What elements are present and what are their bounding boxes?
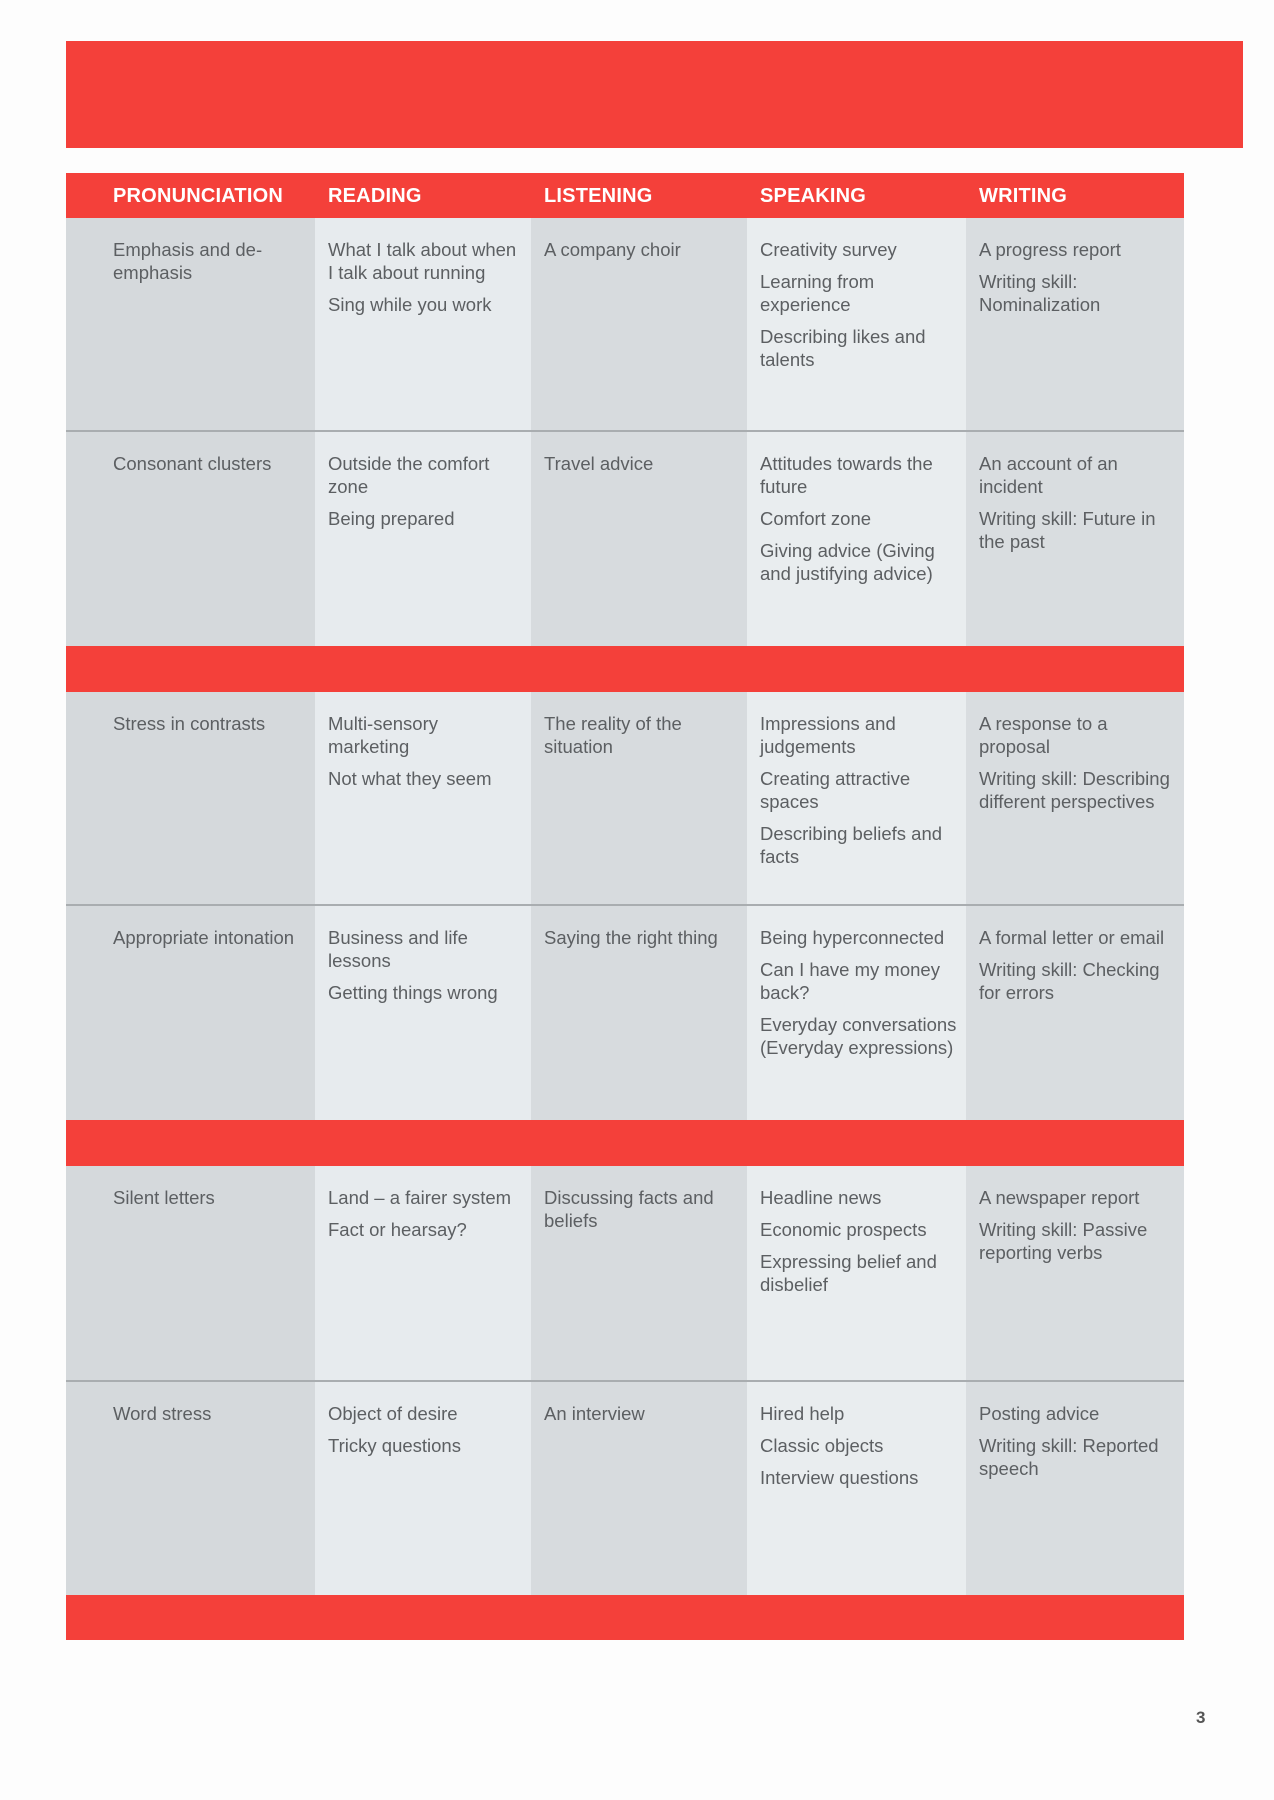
cell-item: Classic objects — [760, 1435, 884, 1456]
cell-reading — [315, 432, 531, 646]
table-row — [66, 906, 1184, 1120]
cell-item: Land – a fairer system — [328, 1187, 512, 1208]
cell-item: A company choir — [544, 239, 681, 260]
cell-speaking — [747, 1382, 966, 1595]
cell-listening — [531, 432, 747, 646]
table-header — [66, 173, 1184, 218]
cell-listening — [531, 906, 747, 1120]
cell-item: Getting things wrong — [328, 982, 498, 1003]
cell-item: Outside the comfort zone — [328, 453, 490, 497]
cell-item: Writing skill: Describing different perspectives — [979, 768, 1170, 812]
header-listening: LISTENING — [544, 185, 653, 207]
cell-item: Giving advice (Giving and justifying advice) — [760, 540, 935, 584]
cell-item: What I talk about when I talk about running — [328, 239, 517, 283]
cell-item: Hired help — [760, 1403, 845, 1424]
cell-reading — [315, 692, 531, 904]
row-divider — [66, 1380, 1184, 1382]
row-divider — [66, 430, 1184, 432]
cell-item: Silent letters — [113, 1187, 215, 1208]
cell-item: Object of desire — [328, 1403, 458, 1424]
section-band — [66, 1595, 1184, 1640]
cell-item: Creating attractive spaces — [760, 768, 911, 812]
cell-item: Economic prospects — [760, 1219, 927, 1240]
cell-item: Tricky questions — [328, 1435, 461, 1456]
cell-speaking — [747, 218, 966, 430]
cell-item: Saying the right thing — [544, 927, 718, 948]
cell-item: Being prepared — [328, 508, 455, 529]
cell-item: Describing beliefs and facts — [760, 823, 943, 867]
header-writing: WRITING — [979, 185, 1068, 207]
cell-item: Travel advice — [544, 453, 654, 474]
cell-writing — [966, 1166, 1184, 1380]
cell-item: Writing skill: Checking for errors — [979, 959, 1160, 1003]
cell-writing — [966, 906, 1184, 1120]
cell-speaking — [747, 1166, 966, 1380]
cell-item: Writing skill: Nominalization — [979, 271, 1101, 315]
cell-item: Attitudes towards the future — [760, 453, 933, 497]
cell-item: Writing skill: Reported speech — [979, 1435, 1159, 1479]
cell-item: Impressions and judgements — [760, 713, 896, 757]
cell-pronunciation — [66, 218, 315, 430]
cell-listening — [531, 692, 747, 904]
cell-item: Multi-sensory marketing — [328, 713, 438, 757]
table-row — [66, 218, 1184, 430]
cell-item: Being hyperconnected — [760, 927, 945, 948]
cell-item: Fact or hearsay? — [328, 1219, 467, 1240]
cell-item: Word stress — [113, 1403, 212, 1424]
cell-pronunciation — [66, 1382, 315, 1595]
cell-item: A formal letter or email — [979, 927, 1165, 948]
section-band — [66, 646, 1184, 692]
cell-item: A newspaper report — [979, 1187, 1140, 1208]
cell-item: Appropriate intonation — [113, 927, 295, 948]
header-pronunciation: PRONUNCIATION — [113, 185, 284, 207]
row-divider — [66, 904, 1184, 906]
cell-item: Posting advice — [979, 1403, 1100, 1424]
header-speaking: SPEAKING — [760, 185, 867, 207]
cell-writing — [966, 432, 1184, 646]
cell-item: An interview — [544, 1403, 645, 1424]
cell-item: Business and life lessons — [328, 927, 468, 971]
cell-item: Creativity survey — [760, 239, 897, 260]
page-number: 3 — [1196, 1708, 1206, 1727]
cell-pronunciation — [66, 906, 315, 1120]
cell-item: Stress in contrasts — [113, 713, 266, 734]
cell-item: Describing likes and talents — [760, 326, 926, 370]
cell-item: Can I have my money back? — [760, 959, 940, 1003]
table-row — [66, 692, 1184, 904]
cell-writing — [966, 692, 1184, 904]
cell-listening — [531, 1382, 747, 1595]
cell-speaking — [747, 906, 966, 1120]
cell-item: Learning from experience — [760, 271, 875, 315]
cell-item: A response to a proposal — [979, 713, 1108, 757]
header-reading: READING — [328, 185, 422, 207]
cell-pronunciation — [66, 432, 315, 646]
table-row — [66, 1166, 1184, 1380]
cell-listening — [531, 1166, 747, 1380]
cell-item: Emphasis and de-emphasis — [113, 239, 263, 283]
cell-listening — [531, 218, 747, 430]
cell-item: Discussing facts and beliefs — [544, 1187, 714, 1231]
cell-item: Consonant clusters — [113, 453, 272, 474]
top-red-band — [66, 41, 1243, 148]
cell-item: Writing skill: Future in the past — [979, 508, 1156, 552]
cell-speaking — [747, 432, 966, 646]
cell-item: Interview questions — [760, 1467, 919, 1488]
cell-item: Comfort zone — [760, 508, 872, 529]
cell-item: Sing while you work — [328, 294, 492, 315]
cell-item: Everyday conversations (Everyday expressions) — [760, 1014, 957, 1058]
cell-pronunciation — [66, 692, 315, 904]
table-row — [66, 1382, 1184, 1595]
table-row — [66, 432, 1184, 646]
cell-item: A progress report — [979, 239, 1121, 260]
cell-item: Expressing belief and disbelief — [760, 1251, 937, 1295]
cell-speaking — [747, 692, 966, 904]
cell-writing — [966, 218, 1184, 430]
cell-reading — [315, 218, 531, 430]
cell-pronunciation — [66, 1166, 315, 1380]
cell-item: Not what they seem — [328, 768, 492, 789]
cell-item: An account of an incident — [979, 453, 1118, 497]
cell-reading — [315, 906, 531, 1120]
cell-reading — [315, 1166, 531, 1380]
cell-reading — [315, 1382, 531, 1595]
cell-item: Writing skill: Passive reporting verbs — [979, 1219, 1148, 1263]
section-band — [66, 1120, 1184, 1166]
cell-item: The reality of the situation — [544, 713, 682, 757]
cell-item: Headline news — [760, 1187, 882, 1208]
cell-writing — [966, 1382, 1184, 1595]
